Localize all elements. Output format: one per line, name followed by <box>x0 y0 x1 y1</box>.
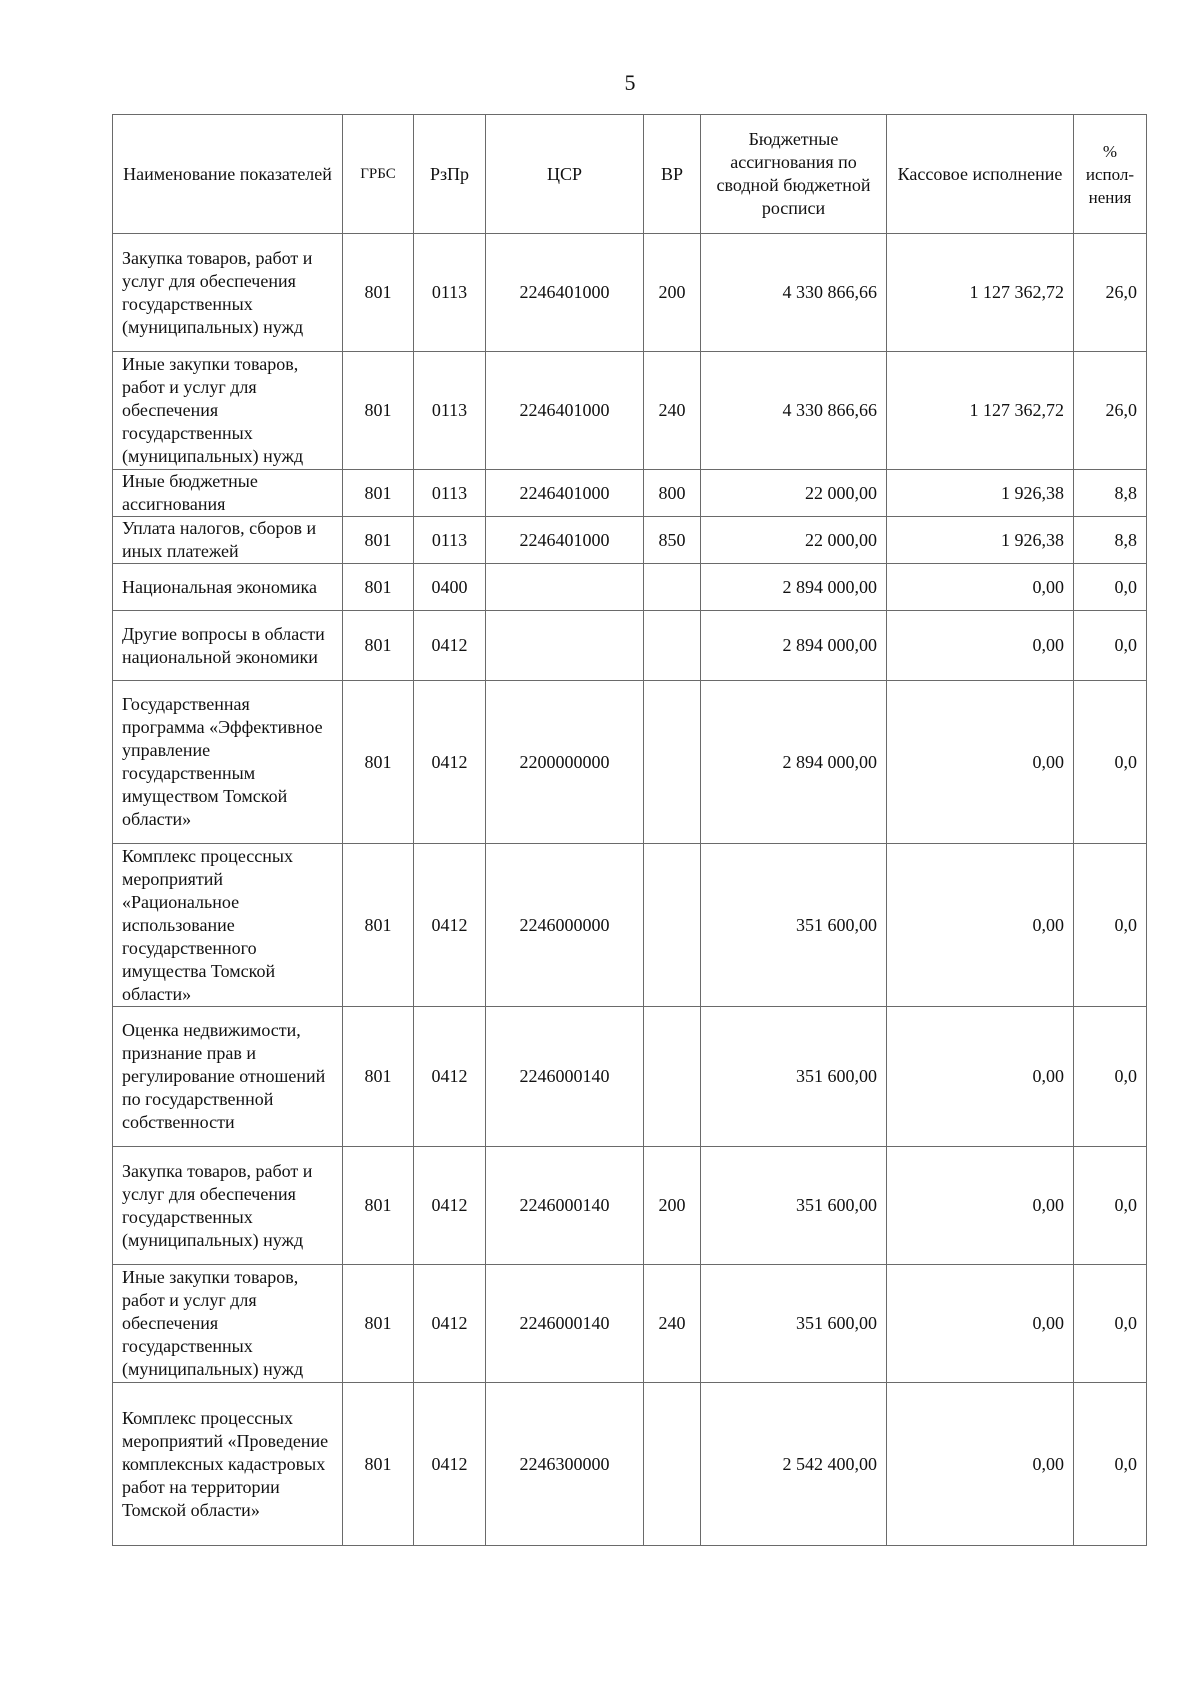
cell-rzpr: 0412 <box>414 681 486 844</box>
table-row <box>113 1383 1147 1546</box>
cell-vr: 240 <box>644 1265 701 1383</box>
cell-cash: 0,00 <box>887 844 1074 1007</box>
cell-budget: 351 600,00 <box>701 1265 887 1383</box>
cell-cash: 0,00 <box>887 681 1074 844</box>
cell-rzpr: 0412 <box>414 1265 486 1383</box>
header-vr: ВР <box>644 115 701 234</box>
table-row <box>113 681 1147 844</box>
cell-csr: 2246000140 <box>486 1147 644 1265</box>
cell-pct: 8,8 <box>1074 517 1147 564</box>
cell-name: Закупка товаров, работ и услуг для обеспечения государственных (муниципальных) нужд <box>113 234 343 352</box>
cell-csr <box>486 611 644 681</box>
cell-grbs: 801 <box>343 234 414 352</box>
cell-grbs: 801 <box>343 1383 414 1546</box>
cell-cash: 1 127 362,72 <box>887 234 1074 352</box>
cell-pct: 0,0 <box>1074 1007 1147 1147</box>
cell-grbs: 801 <box>343 470 414 517</box>
cell-name: Государственная программа «Эффективное управление государственным имуществом Томской области» <box>113 681 343 844</box>
header-grbs: ГРБС <box>343 115 414 234</box>
table-body <box>113 234 1147 1546</box>
cell-grbs: 801 <box>343 1147 414 1265</box>
cell-csr: 2246401000 <box>486 234 644 352</box>
cell-budget: 351 600,00 <box>701 844 887 1007</box>
cell-budget: 2 894 000,00 <box>701 611 887 681</box>
cell-budget: 351 600,00 <box>701 1147 887 1265</box>
table-row <box>113 1007 1147 1147</box>
cell-name: Национальная экономика <box>113 564 343 611</box>
cell-cash: 0,00 <box>887 1383 1074 1546</box>
cell-grbs: 801 <box>343 1265 414 1383</box>
cell-vr: 240 <box>644 352 701 470</box>
cell-vr <box>644 844 701 1007</box>
cell-rzpr: 0400 <box>414 564 486 611</box>
table-header-row <box>113 115 1147 234</box>
cell-csr: 2246401000 <box>486 352 644 470</box>
page-number: 5 <box>624 70 636 95</box>
cell-csr: 2246300000 <box>486 1383 644 1546</box>
table-row <box>113 564 1147 611</box>
cell-grbs: 801 <box>343 517 414 564</box>
cell-budget: 351 600,00 <box>701 1007 887 1147</box>
header-rzpr: РзПр <box>414 115 486 234</box>
header-name: Наименование показателей <box>113 115 343 234</box>
cell-grbs: 801 <box>343 681 414 844</box>
cell-vr <box>644 681 701 844</box>
cell-csr: 2246401000 <box>486 470 644 517</box>
cell-name: Комплекс процессных мероприятий «Рациональное использование государственного имущества Томской области» <box>113 844 343 1007</box>
cell-grbs: 801 <box>343 844 414 1007</box>
cell-pct: 0,0 <box>1074 1383 1147 1546</box>
cell-name: Закупка товаров, работ и услуг для обеспечения государственных (муниципальных) нужд <box>113 1147 343 1265</box>
cell-csr: 2246000140 <box>486 1007 644 1147</box>
cell-pct: 8,8 <box>1074 470 1147 517</box>
cell-rzpr: 0412 <box>414 844 486 1007</box>
cell-pct: 26,0 <box>1074 352 1147 470</box>
cell-vr <box>644 1383 701 1546</box>
cell-pct: 0,0 <box>1074 1265 1147 1383</box>
cell-budget: 4 330 866,66 <box>701 234 887 352</box>
table-row <box>113 517 1147 564</box>
cell-vr: 200 <box>644 234 701 352</box>
cell-vr <box>644 611 701 681</box>
table-row <box>113 611 1147 681</box>
cell-budget: 2 894 000,00 <box>701 564 887 611</box>
cell-pct: 0,0 <box>1074 564 1147 611</box>
budget-execution-table <box>112 114 1147 1546</box>
table-row <box>113 234 1147 352</box>
cell-vr: 200 <box>644 1147 701 1265</box>
cell-name: Уплата налогов, сборов и иных платежей <box>113 517 343 564</box>
cell-name: Иные закупки товаров, работ и услуг для обеспечения государственных (муниципальных) нужд <box>113 352 343 470</box>
cell-budget: 2 542 400,00 <box>701 1383 887 1546</box>
cell-name: Другие вопросы в области национальной экономики <box>113 611 343 681</box>
cell-pct: 0,0 <box>1074 1147 1147 1265</box>
table-row <box>113 352 1147 470</box>
cell-grbs: 801 <box>343 564 414 611</box>
header-cash: Кассовое исполнение <box>887 115 1074 234</box>
cell-rzpr: 0412 <box>414 1007 486 1147</box>
cell-pct: 0,0 <box>1074 611 1147 681</box>
cell-budget: 4 330 866,66 <box>701 352 887 470</box>
cell-vr: 850 <box>644 517 701 564</box>
cell-budget: 2 894 000,00 <box>701 681 887 844</box>
cell-csr: 2246000140 <box>486 1265 644 1383</box>
cell-cash: 0,00 <box>887 1007 1074 1147</box>
header-csr: ЦСР <box>486 115 644 234</box>
table-row <box>113 1265 1147 1383</box>
cell-cash: 0,00 <box>887 1147 1074 1265</box>
cell-cash: 0,00 <box>887 611 1074 681</box>
cell-budget: 22 000,00 <box>701 470 887 517</box>
cell-rzpr: 0412 <box>414 611 486 681</box>
cell-vr: 800 <box>644 470 701 517</box>
cell-cash: 1 127 362,72 <box>887 352 1074 470</box>
cell-csr: 2200000000 <box>486 681 644 844</box>
cell-budget: 22 000,00 <box>701 517 887 564</box>
cell-name: Оценка недвижимости, признание прав и регулирование отношений по государственной собственности <box>113 1007 343 1147</box>
cell-pct: 0,0 <box>1074 844 1147 1007</box>
cell-rzpr: 0113 <box>414 517 486 564</box>
cell-rzpr: 0113 <box>414 470 486 517</box>
cell-rzpr: 0113 <box>414 352 486 470</box>
cell-cash: 0,00 <box>887 564 1074 611</box>
cell-name: Иные закупки товаров, работ и услуг для обеспечения государственных (муниципальных) нужд <box>113 1265 343 1383</box>
cell-csr <box>486 564 644 611</box>
cell-csr: 2246401000 <box>486 517 644 564</box>
cell-grbs: 801 <box>343 352 414 470</box>
cell-csr: 2246000000 <box>486 844 644 1007</box>
cell-vr <box>644 564 701 611</box>
table-row <box>113 844 1147 1007</box>
header-budget: Бюджетные ассигнования по сводной бюджетной росписи <box>701 115 887 234</box>
header-pct: % испол-нения <box>1074 115 1147 234</box>
cell-pct: 0,0 <box>1074 681 1147 844</box>
table-row <box>113 1147 1147 1265</box>
cell-cash: 1 926,38 <box>887 517 1074 564</box>
table-row <box>113 470 1147 517</box>
cell-cash: 1 926,38 <box>887 470 1074 517</box>
cell-grbs: 801 <box>343 1007 414 1147</box>
cell-cash: 0,00 <box>887 1265 1074 1383</box>
cell-rzpr: 0412 <box>414 1383 486 1546</box>
cell-pct: 26,0 <box>1074 234 1147 352</box>
cell-name: Иные бюджетные ассигнования <box>113 470 343 517</box>
cell-vr <box>644 1007 701 1147</box>
cell-grbs: 801 <box>343 611 414 681</box>
cell-rzpr: 0412 <box>414 1147 486 1265</box>
cell-name: Комплекс процессных мероприятий «Проведение комплексных кадастровых работ на территории Томской области» <box>113 1383 343 1546</box>
cell-rzpr: 0113 <box>414 234 486 352</box>
